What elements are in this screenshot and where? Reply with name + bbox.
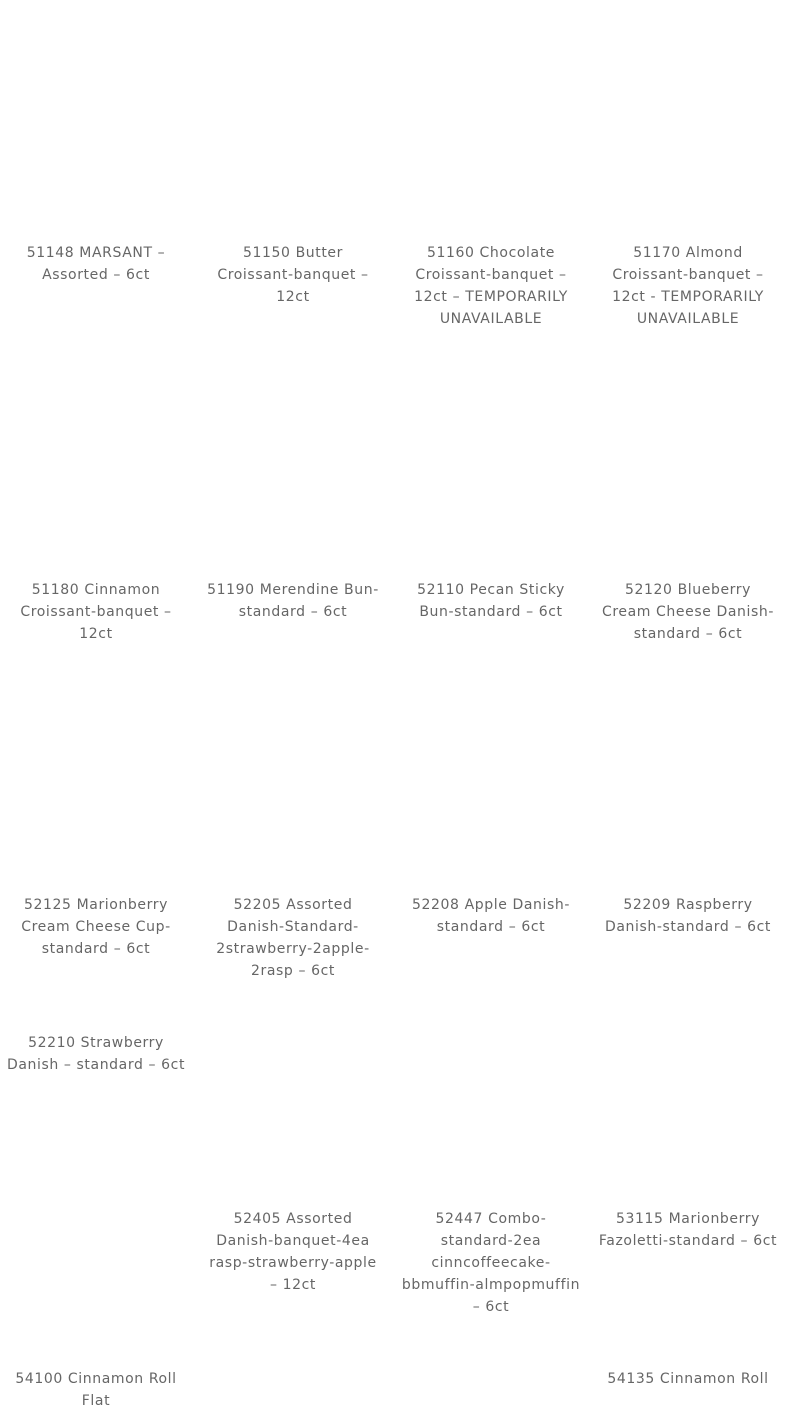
product-card[interactable] [6,242,186,286]
product-title[interactable]: 54135 Cinnamon Roll [607,1371,769,1387]
product-title[interactable]: 54100 Cinnamon Roll Flat [15,1371,177,1409]
product-title[interactable]: 52209 Raspberry Danish-standard – 6ct [604,897,772,935]
product-card[interactable] [401,579,581,623]
product-title[interactable]: 51148 MARSANT – Assorted – 6ct [26,245,166,283]
product-card[interactable] [203,579,383,623]
product-title[interactable]: 51180 Cinnamon Croissant-banquet – 12ct [20,582,172,642]
product-card[interactable] [6,1368,186,1412]
product-title[interactable]: 51170 Almond Croissant-banquet – 12ct - TEMPORARILY UNAVAILABLE [612,245,764,327]
product-card[interactable] [401,1208,581,1318]
product-card[interactable] [401,242,581,330]
product-title[interactable]: 52125 Marionberry Cream Cheese Cup-standard – 6ct [21,897,171,957]
product-title[interactable]: 52405 Assorted Danish-banquet-4ea rasp-strawberry-apple – 12ct [209,1211,377,1293]
product-title[interactable]: 51160 Chocolate Croissant-banquet – 12ct – TEMPORARILY UNAVAILABLE [414,245,568,327]
product-card[interactable] [598,894,778,938]
product-card[interactable] [598,1368,778,1390]
product-title[interactable]: 51190 Merendine Bun-standard – 6ct [207,582,379,620]
product-card[interactable] [6,1032,186,1076]
product-card[interactable] [598,242,778,330]
product-card[interactable] [598,579,778,645]
product-title[interactable]: 52110 Pecan Sticky Bun-standard – 6ct [417,582,565,620]
product-card[interactable] [203,894,383,982]
product-title[interactable]: 51150 Butter Croissant-banquet – 12ct [217,245,369,305]
product-title[interactable]: 53115 Marionberry Fazoletti-standard – 6ct [598,1211,778,1249]
product-card[interactable] [203,242,383,308]
product-title[interactable]: 52120 Blueberry Cream Cheese Danish-standard – 6ct [601,582,775,642]
product-card[interactable] [6,894,186,960]
product-title[interactable]: 52447 Combo-standard-2ea cinncoffeecake-bbmuffin-almpopmuffin – 6ct [401,1211,581,1315]
product-card[interactable] [401,894,581,938]
product-title[interactable]: 52205 Assorted Danish-Standard-2strawberry-2apple-2rasp – 6ct [216,897,370,979]
product-card[interactable] [598,1208,778,1252]
product-title[interactable]: 52208 Apple Danish-standard – 6ct [411,897,571,935]
product-card[interactable] [6,579,186,645]
product-card[interactable] [203,1208,383,1296]
product-title[interactable]: 52210 Strawberry Danish – standard – 6ct [6,1035,186,1073]
